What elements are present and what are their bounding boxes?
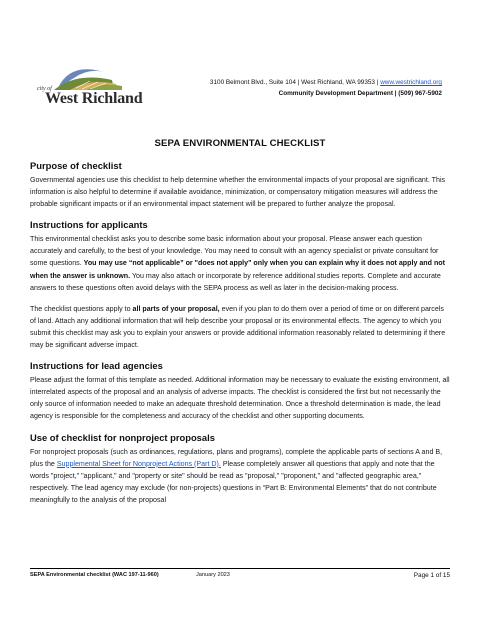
header-address <box>210 79 442 86</box>
logo-city-text: city of <box>37 86 52 92</box>
footer-doc-name: SEPA Environmental checklist (WAC 197-11-960) <box>30 572 159 578</box>
footer-rule <box>30 568 450 569</box>
text-run: For nonproject proposals (such as ordinances, regulations, plans and programs), complete the applicable parts of sections A and B, plus the <box>30 447 443 468</box>
text-run: The checklist questions apply to <box>30 304 133 313</box>
paragraph <box>30 446 450 506</box>
footer-date: January 2023 <box>196 572 230 578</box>
section-purpose <box>30 160 450 210</box>
paragraph <box>30 303 450 351</box>
section-instructions-lead-agencies <box>30 360 450 422</box>
text-run: This environmental checklist asks you to describe some basic information about your proposal. Please answer each question accurately and carefully, to the best of your knowledge. You may need to consult with an agency specialist or private consultant for some questions. <box>30 235 439 268</box>
paragraph <box>30 233 450 293</box>
address-text: 3100 Belmont Blvd., Suite 104 | West Richland, WA 99353 | <box>209 79 381 86</box>
logo-wordmark: West Richland <box>45 90 143 107</box>
bold-text-run: You may use “not applicable” or "does not apply" only when you can explain why it does not apply and not when the answer is unknown. <box>30 259 445 280</box>
section-nonproject <box>30 432 450 506</box>
header-department: Community Development Department | (509) 967-5902 <box>278 90 442 97</box>
supplemental-sheet-link[interactable]: Supplemental Sheet for Nonproject Actions (Part D). <box>56 459 221 468</box>
document-title: SEPA ENVIRONMENTAL CHECKLIST <box>154 138 326 149</box>
text-run: Please completely answer all questions that apply and note that the words "project," "applicant," and "property or site" should be read as "proposal," "proponent," and "affected geographic area," respectively. The lead agency may exclude (for non-projects) questions in “Part B: Environmental Elements” that do not contribute meaningfully to the analysis of the proposal <box>30 459 437 504</box>
section-instructions-applicants <box>30 219 450 351</box>
text-run: You may also attach or incorporate by reference additional studies reports. Complete and accurate answers to these questions often avoid delays with the SEPA process as well as later in the decision-making process. <box>30 271 441 292</box>
footer-page-number: Page 1 of 15 <box>413 572 450 579</box>
section-heading: Instructions for lead agencies <box>30 360 163 372</box>
section-heading: Instructions for applicants <box>30 219 148 231</box>
bold-text-run: all parts of your proposal, <box>132 304 220 313</box>
document-body <box>30 160 450 515</box>
section-heading: Purpose of checklist <box>30 160 122 171</box>
paragraph: Governmental agencies use this checklist to help determine whether the environmental impacts of your proposal are significant. This information is also helpful to determine if available avoidance, minimization, or compensatory mitigation measures will address the probable significant impacts or if an environmental impact statement will be prepared to further analyze the proposal. <box>30 176 446 209</box>
paragraph: Please adjust the format of this template as needed. Additional information may be necessary to evaluate the existing environment, all interrelated aspects of the proposal and an analysis of adverse impacts. The checklist is considered the first but not necessarily the only source of information needed to make an adequate threshold determination. Once a threshold determination is made, the lead agency is responsible for the completeness and accuracy of the checklist and other supporting documents. <box>30 376 450 421</box>
page-footer <box>30 568 450 579</box>
west-richland-logo <box>30 66 150 112</box>
text-run: even if you plan to do them over a period of time or on different parcels of land. Attach any additional information that will help describe your proposal or its environmental effects. The agency to which you submit this checklist may ask you to explain your answers or provide additional information reasonably related to determining if there may be significant adverse impact. <box>30 304 446 350</box>
section-heading: Use of checklist for nonproject proposals <box>30 431 215 443</box>
website-link[interactable]: www.westrichland.org <box>380 79 442 86</box>
